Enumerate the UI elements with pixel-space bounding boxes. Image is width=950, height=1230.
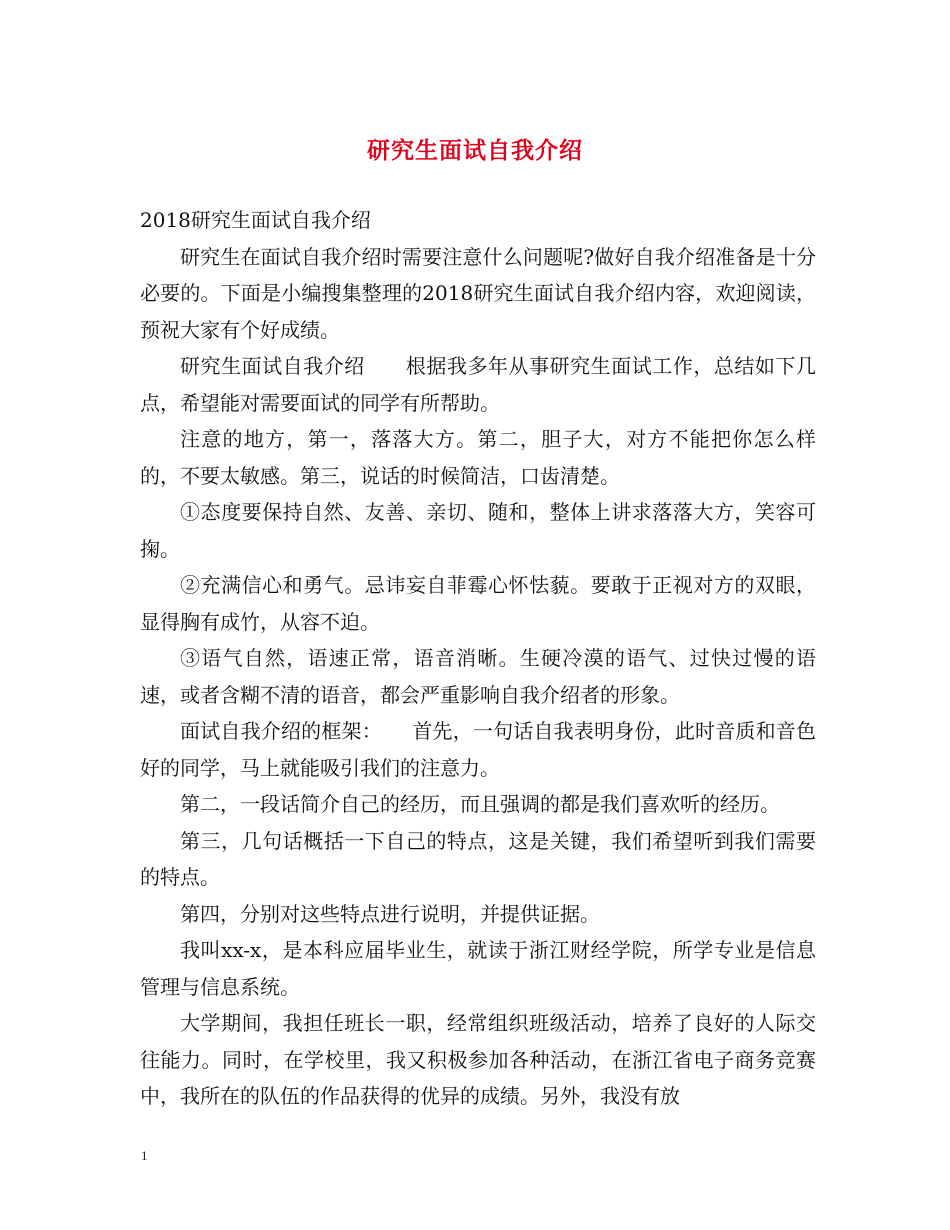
paragraph: 大学期间，我担任班长一职，经常组织班级活动，培养了良好的人际交往能力。同时，在学校里，我又积极参加各种活动，在浙江省电子商务竞赛中，我所在的队伍的作品获得的优异的成绩。另外，我没有放 xyxy=(140,1011,816,1108)
paragraph: ②充满信心和勇气。忌讳妄自菲霉心怀怯藐。要敢于正视对方的双眼，显得胸有成竹，从容不迫。 xyxy=(140,573,816,634)
paragraph: 第二，一段话简介自己的经历，而且强调的都是我们喜欢听的经历。 xyxy=(180,792,780,816)
paragraph: 我叫xx-x，是本科应届毕业生，就读于浙江财经学院，所学专业是信息管理与信息系统。 xyxy=(140,938,816,999)
paragraph: ①态度要保持自然、友善、亲切、随和，整体上讲求落落大方，笑容可掬。 xyxy=(140,500,816,561)
paragraph: 注意的地方，第一，落落大方。第二，胆子大，对方不能把你怎么样的，不要太敏感。第三，说话的时候简洁，口齿清楚。 xyxy=(140,427,816,488)
paragraph: 第四，分别对这些特点进行说明，并提供证据。 xyxy=(180,901,600,926)
subtitle-paragraph: 2018研究生面试自我介绍 xyxy=(140,208,371,232)
paragraph: 第三，几句话概括一下自己的特点，这是关键，我们希望听到我们需要的特点。 xyxy=(140,828,816,889)
document-body xyxy=(140,202,816,1115)
page-number: 1 xyxy=(141,1148,148,1163)
paragraph: 面试自我介绍的框架： 首先，一句话自我表明身份，此时音质和音色好的同学，马上就能吸引我们的注意力。 xyxy=(140,719,816,780)
paragraph: 研究生面试自我介绍 根据我多年从事研究生面试工作，总结如下几点，希望能对需要面试的同学有所帮助。 xyxy=(140,354,816,415)
paragraph: ③语气自然，语速正常，语音消晰。生硬冷漠的语气、过快过慢的语速，或者含糊不清的语音，都会严重影响自我介绍者的形象。 xyxy=(140,646,816,707)
paragraph: 研究生在面试自我介绍时需要注意什么问题呢?做好自我介绍准备是十分必要的。下面是小编搜集整理的2018研究生面试自我介绍内容，欢迎阅读，预祝大家有个好成绩。 xyxy=(140,244,816,342)
document-title: 研究生面试自我介绍 xyxy=(367,137,583,164)
